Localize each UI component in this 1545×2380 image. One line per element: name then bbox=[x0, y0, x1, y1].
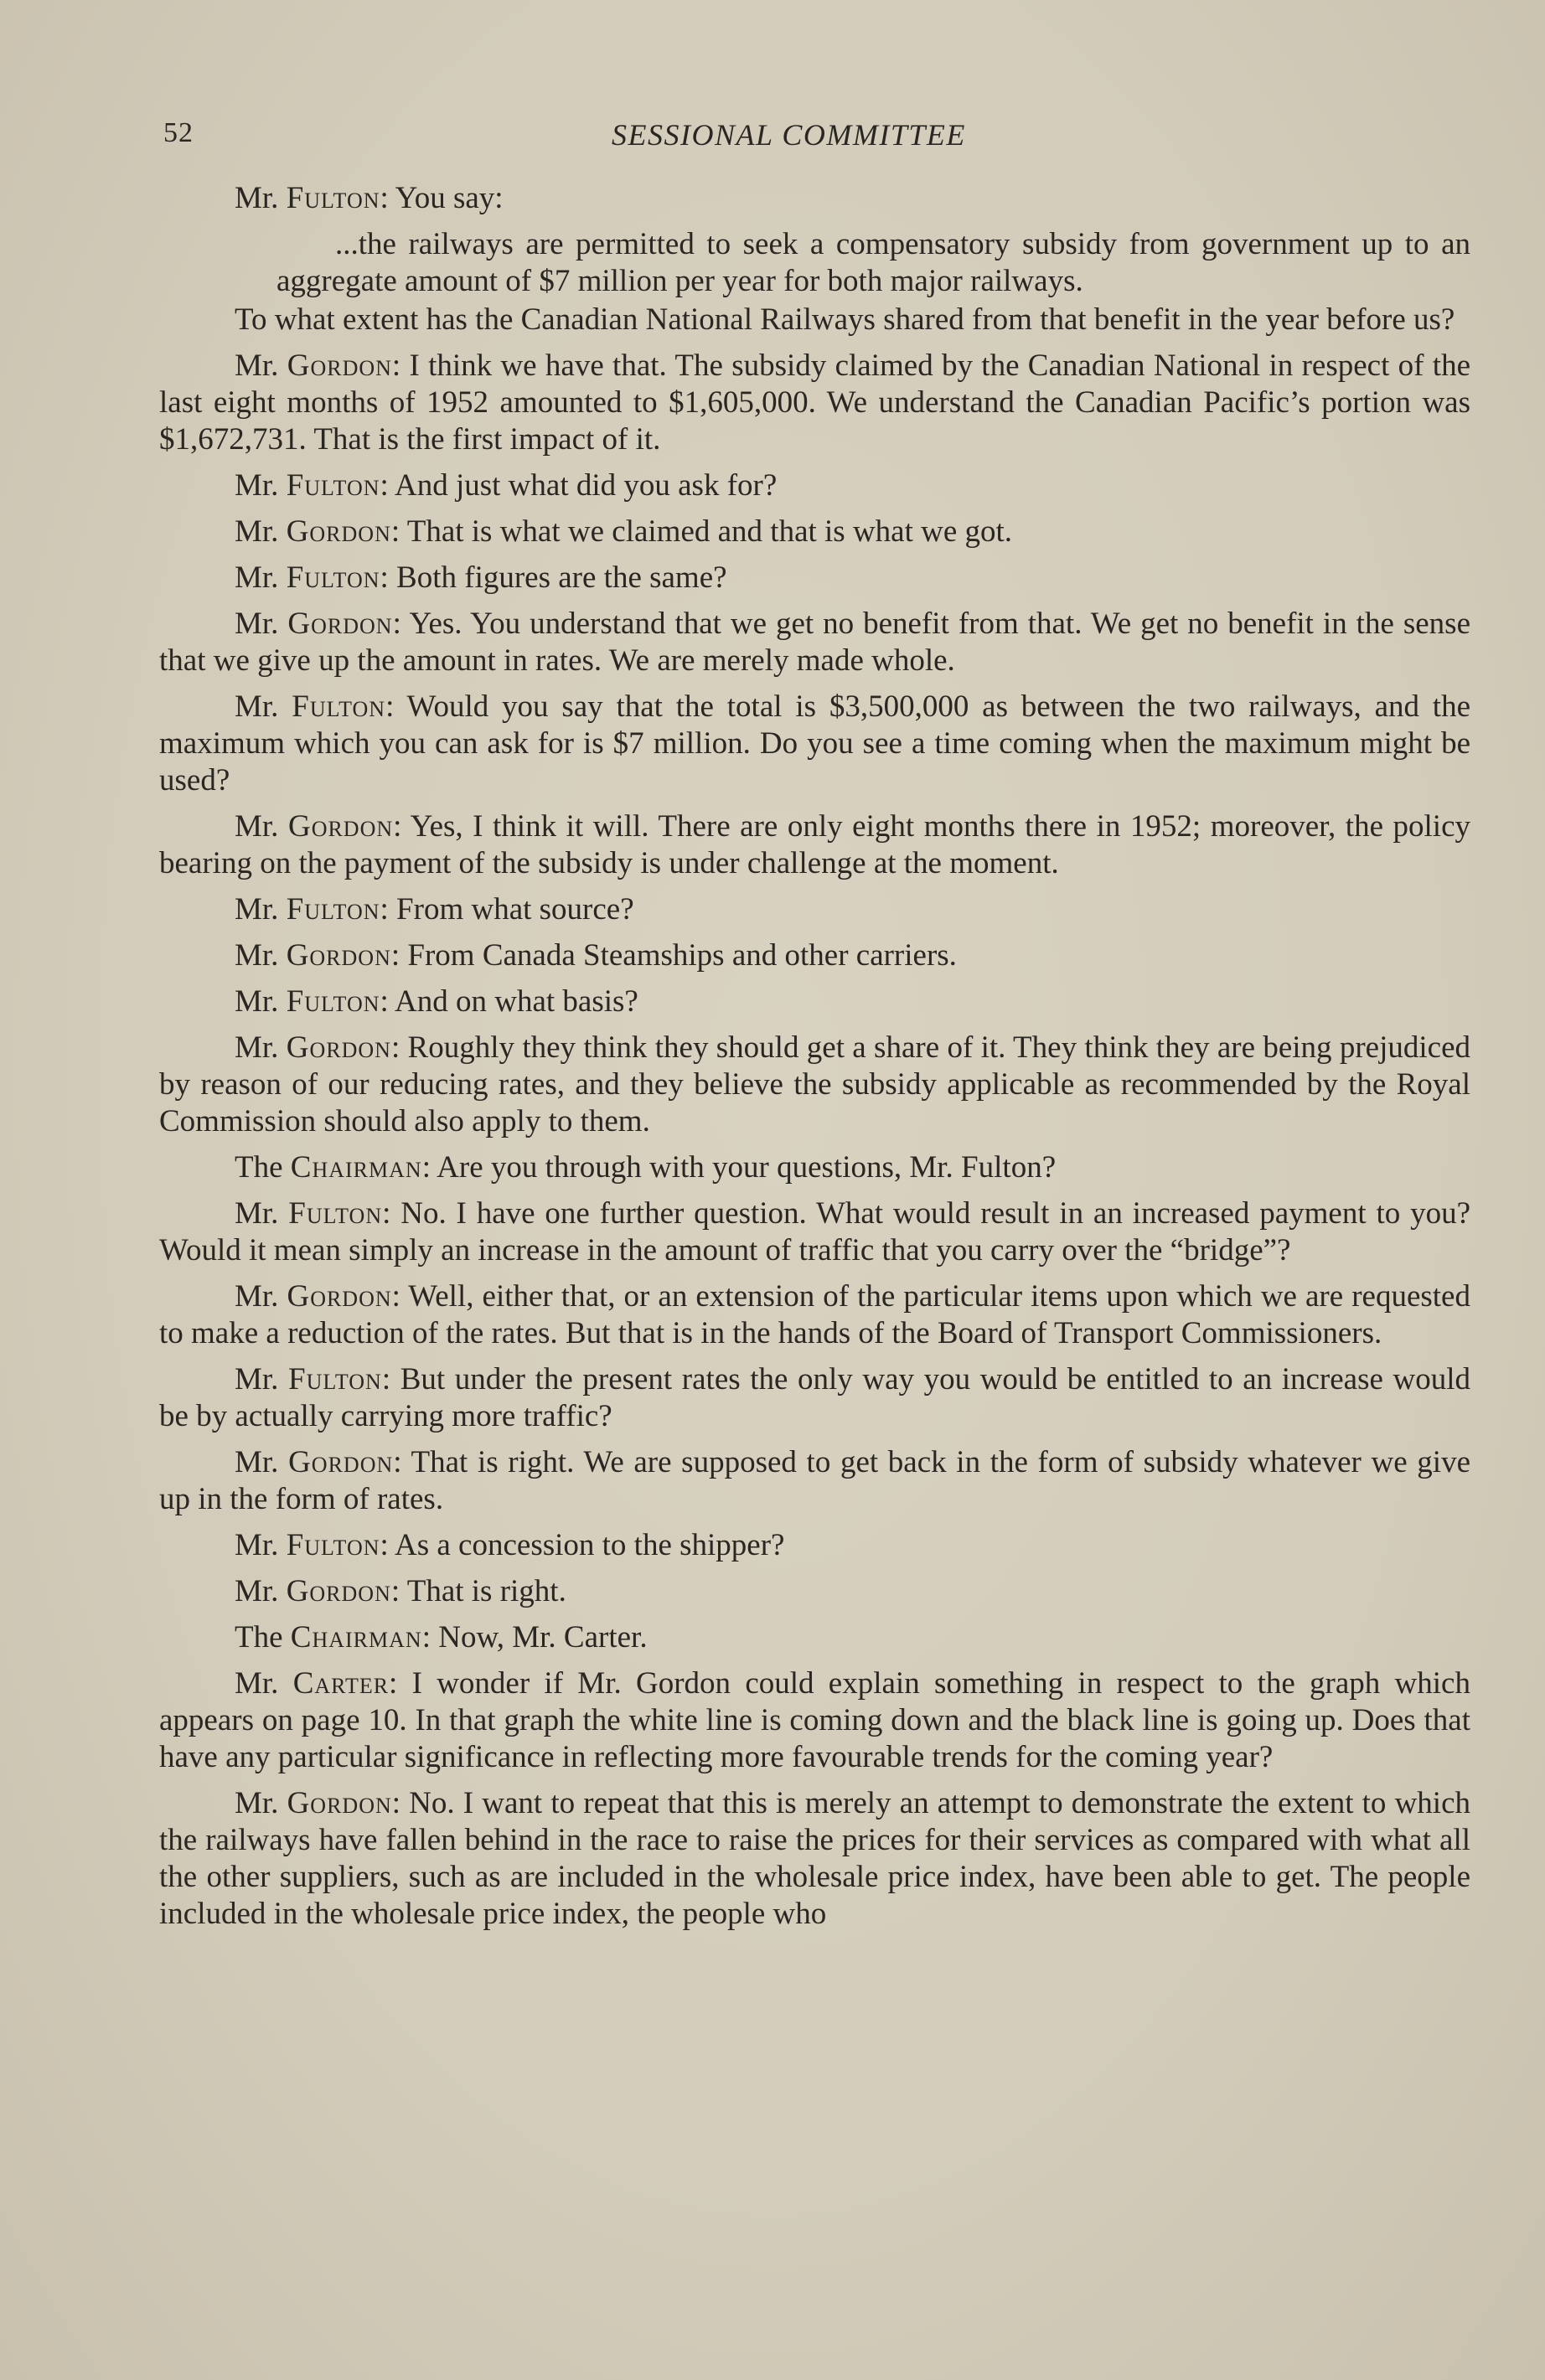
block-quote: ...the railways are permitted to seek a compensatory subsidy from government up to an aggregate amount of $7 million per year for both major railways. bbox=[276, 227, 1470, 298]
paragraph: Mr. Carter: I wonder if Mr. Gordon could explain something in respect to the graph which appears on page 10. In that graph the white line is coming down and the black line is going up. Does that have any particular significance in reflecting more favourable trends for the coming year? bbox=[159, 1666, 1470, 1774]
paragraph: Mr. Gordon: Roughly they think they should get a share of it. They think they are being prejudiced by reason of our reducing rates, and they believe the subsidy applicable as recommended by the Royal Commission should also apply to them. bbox=[159, 1030, 1470, 1138]
speaker-name: Fulton bbox=[286, 984, 380, 1019]
paragraph: Mr. Fulton: But under the present rates the only way you would be entitled to an increase would be by actually carrying more traffic? bbox=[159, 1362, 1470, 1433]
paragraph: Mr. Fulton: From what source? bbox=[235, 892, 634, 927]
speaker-name: Fulton bbox=[292, 689, 386, 724]
speaker-name: Gordon bbox=[286, 938, 391, 973]
paragraph: The Chairman: Now, Mr. Carter. bbox=[235, 1620, 648, 1655]
paragraph: Mr. Gordon: I think we have that. The subsidy claimed by the Canadian National in respect of the last eight months of 1952 amounted to $1,605,000. We understand the Canadian Pacific’s portion was $1,672,731. That is the first impact of it. bbox=[159, 348, 1470, 457]
speaker-name: Fulton bbox=[286, 468, 380, 503]
speaker-name: Gordon bbox=[287, 1279, 392, 1314]
running-head: SESSIONAL COMMITTEE bbox=[612, 118, 966, 152]
paragraph: Mr. Fulton: No. I have one further question. What would result in an increased payment to you? Would it mean simply an increase in the amount of traffic that you carry over the “bridge”? bbox=[159, 1196, 1470, 1267]
paragraph: Mr. Gordon: That is right. We are supposed to get back in the form of subsidy whatever we give up in the form of rates. bbox=[159, 1445, 1470, 1516]
speaker-name: Chairman bbox=[290, 1620, 422, 1655]
paragraph: Mr. Gordon: Yes. You understand that we get no benefit from that. We get no benefit in the sense that we give up the amount in rates. We are merely made whole. bbox=[159, 607, 1470, 678]
speaker-name: Gordon bbox=[286, 1574, 391, 1608]
speaker-name: Fulton bbox=[288, 1362, 382, 1397]
paragraph: Mr. Gordon: From Canada Steamships and other carriers. bbox=[235, 938, 957, 973]
paragraph: Mr. Fulton: And just what did you ask for? bbox=[235, 468, 778, 503]
paragraph: Mr. Gordon: That is what we claimed and that is what we got. bbox=[235, 514, 1013, 549]
paragraph: Mr. Fulton: Both figures are the same? bbox=[235, 560, 727, 595]
paragraph: Mr. Fulton: You say: bbox=[235, 181, 504, 215]
paragraph: Mr. Fulton: As a concession to the shipper? bbox=[235, 1528, 785, 1562]
page-number: 52 bbox=[163, 117, 194, 148]
paragraph: Mr. Fulton: Would you say that the total is $3,500,000 as between the two railways, and the maximum which you can ask for is $7 million. Do you see a time coming when the maximum might be used? bbox=[159, 689, 1470, 798]
speaker-name: Chairman bbox=[290, 1150, 422, 1185]
speaker-name: Fulton bbox=[288, 1196, 383, 1231]
paragraph: Mr. Gordon: That is right. bbox=[235, 1574, 566, 1608]
speaker-name: Fulton bbox=[286, 1528, 380, 1562]
speaker-name: Fulton bbox=[286, 560, 380, 595]
paragraph: The Chairman: Are you through with your questions, Mr. Fulton? bbox=[235, 1150, 1057, 1185]
speaker-name: Gordon bbox=[287, 1786, 392, 1820]
paragraph: Mr. Gordon: Yes, I think it will. There are only eight months there in 1952; moreover, the policy bearing on the payment of the subsidy is under challenge at the moment. bbox=[159, 809, 1470, 880]
speaker-name: Fulton bbox=[286, 181, 380, 215]
speaker-name: Gordon bbox=[287, 809, 394, 844]
page-header bbox=[163, 117, 1470, 159]
speaker-name: Gordon bbox=[286, 1030, 391, 1065]
transcript-body bbox=[159, 180, 1470, 1942]
speaker-name: Gordon bbox=[286, 514, 391, 549]
paragraph: To what extent has the Canadian National Railways shared from that benefit in the year before us? bbox=[235, 302, 1455, 337]
speaker-name: Fulton bbox=[286, 892, 380, 927]
paragraph: Mr. Gordon: Well, either that, or an extension of the particular items upon which we are requested to make a reduction of the rates. But that is in the hands of the Board of Transport Commissioners. bbox=[159, 1279, 1470, 1350]
speaker-name: Gordon bbox=[287, 607, 393, 641]
speaker-name: Gordon bbox=[287, 348, 392, 383]
speaker-name: Carter bbox=[292, 1666, 390, 1701]
speaker-name: Gordon bbox=[288, 1445, 394, 1479]
paragraph: Mr. Gordon: No. I want to repeat that this is merely an attempt to demonstrate the extent to which the railways have fallen behind in the race to raise the prices for their services as compared with what all the other suppliers, such as are included in the wholesale price index, have been able to get. The people included in the wholesale price index, the people who bbox=[159, 1786, 1470, 1931]
paragraph: Mr. Fulton: And on what basis? bbox=[235, 984, 638, 1019]
